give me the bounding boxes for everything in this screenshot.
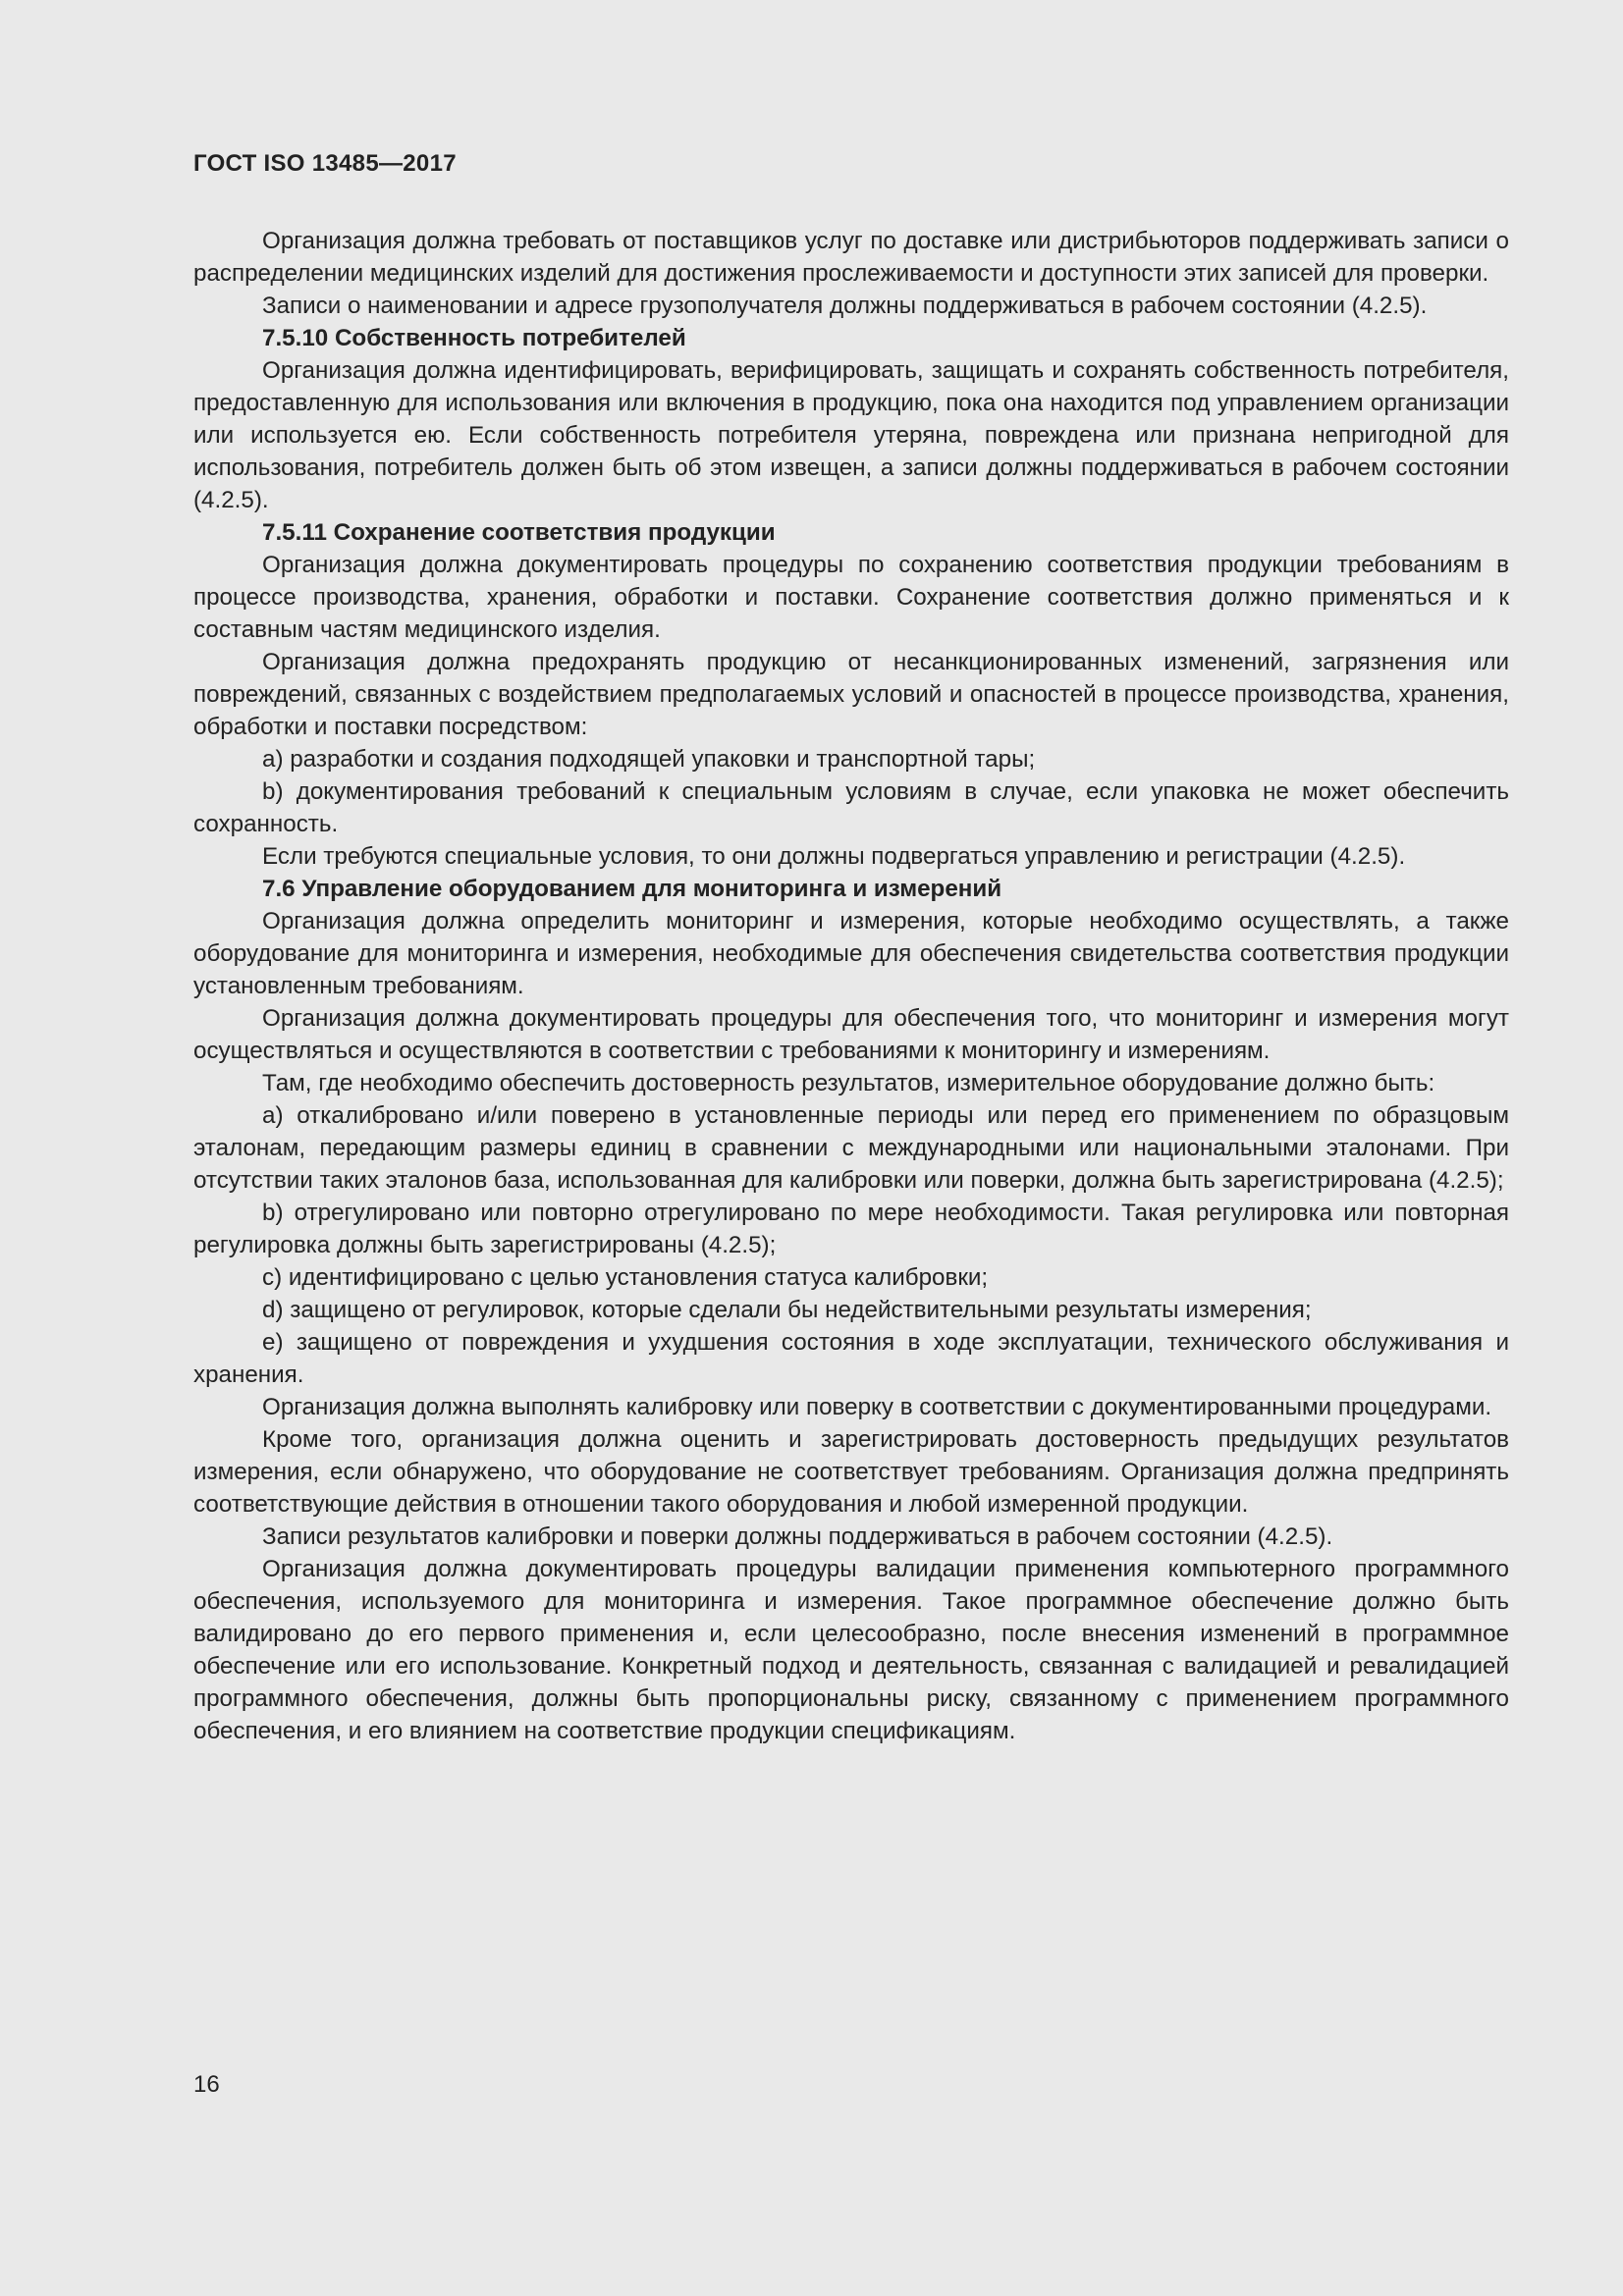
document-header: ГОСТ ISO 13485—2017 xyxy=(193,150,457,177)
paragraph-monitoring-procedures: Организация должна документировать процедуры для обеспечения того, что мониторинг и измерения могут осуществляться и осуществляются в соответствии с требованиями к мониторингу и измерениям. xyxy=(193,1005,1509,1064)
section-heading-7-6: 7.6 Управление оборудованием для мониторинга и измерений xyxy=(262,876,1002,902)
paragraph-preservation-procedures: Организация должна документировать процедуры по сохранению соответствия продукции требованиям в процессе производства, хранения, обработки и поставки. Сохранение соответствия должно применяться и к составным частям медицинского изделия. xyxy=(193,552,1509,643)
list-item-c-identified: c) идентифицировано с целью установления статуса калибровки; xyxy=(262,1264,989,1291)
paragraph-distribution-records: Организация должна требовать от поставщиков услуг по доставке или дистрибьюторов поддерживать записи о распределении медицинских изделий для достижения прослеживаемости и доступности этих записей для проверки. xyxy=(193,228,1509,287)
document-body xyxy=(193,225,1509,1747)
list-item-b-special-conditions: b) документирования требований к специальным условиям в случае, если упаковка не может обеспечить сохранность. xyxy=(193,778,1509,837)
paragraph-determine-monitoring: Организация должна определить мониторинг и измерения, которые необходимо осуществлять, а также оборудование для мониторинга и измерения, необходимые для обеспечения свидетельства соответствия продукции установленным требованиям. xyxy=(193,908,1509,999)
page-number: 16 xyxy=(193,2071,220,2098)
paragraph-protect-product: Организация должна предохранять продукцию от несанкционированных изменений, загрязнения или повреждений, связанных с воздействием предполагаемых условий и опасностей в процессе производства, хранения, обработки и поставки посредством: xyxy=(193,649,1509,740)
list-item-a-calibrated: a) откалибровано и/или поверено в установленные периоды или перед его применением по образцовым эталонам, передающим размеры единиц в сравнении с международными или национальными эталонами. При отсутствии таких эталонов база, использованная для калибровки или поверки, должна быть зарегистрирована (4.2.5); xyxy=(193,1102,1509,1194)
list-item-b-adjusted: b) отрегулировано или повторно отрегулировано по мере необходимости. Такая регулировка или повторная регулировка должны быть зарегистрированы (4.2.5); xyxy=(193,1200,1509,1258)
paragraph-software-validation: Организация должна документировать процедуры валидации применения компьютерного программного обеспечения, используемого для мониторинга и измерения. Такое программное обеспечение должно быть валидировано до его первого применения и, если целесообразно, после внесения изменений в программное обеспечение или его использование. Конкретный подход и деятельность, связанная с валидацией и ревалидацией программного обеспечения, должны быть пропорциональны риску, связанному с применением программного обеспечения, и его влиянием на соответствие продукции спецификациям. xyxy=(193,1556,1509,1744)
list-item-d-safeguarded: d) защищено от регулировок, которые сделали бы недействительными результаты измерения; xyxy=(262,1297,1312,1323)
section-heading-7-5-11: 7.5.11 Сохранение соответствия продукции xyxy=(262,519,776,546)
list-item-a-packaging: a) разработки и создания подходящей упаковки и транспортной тары; xyxy=(262,746,1036,773)
paragraph-customer-property: Организация должна идентифицировать, верифицировать, защищать и сохранять собственность потребителя, предоставленную для использования или включения в продукцию, пока она находится под управлением организации или используется ею. Если собственность потребителя утеряна, повреждена или признана непригодной для использования, потребитель должен быть об этом извещен, а записи должны поддерживаться в рабочем состоянии (4.2.5). xyxy=(193,357,1509,513)
paragraph-measuring-equipment: Там, где необходимо обеспечить достоверность результатов, измерительное оборудование должно быть: xyxy=(262,1070,1435,1096)
paragraph-perform-calibration: Организация должна выполнять калибровку или поверку в соответствии с документированными процедурами. xyxy=(262,1394,1492,1420)
paragraph-assess-validity: Кроме того, организация должна оценить и зарегистрировать достоверность предыдущих результатов измерения, если обнаружено, что оборудование не соответствует требованиям. Организация должна предпринять соответствующие действия в отношении такого оборудования и любой измеренной продукции. xyxy=(193,1426,1509,1518)
list-item-e-protected: e) защищено от повреждения и ухудшения состояния в ходе эксплуатации, технического обслуживания и хранения. xyxy=(193,1329,1509,1388)
section-heading-7-5-10: 7.5.10 Собственность потребителей xyxy=(262,325,686,351)
paragraph-calibration-records: Записи результатов калибровки и поверки должны поддерживаться в рабочем состоянии (4.2.5). xyxy=(262,1523,1333,1550)
paragraph-special-conditions-control: Если требуются специальные условия, то они должны подвергаться управлению и регистрации (4.2.5). xyxy=(262,843,1406,870)
paragraph-consignee-records: Записи о наименовании и адресе грузополучателя должны поддерживаться в рабочем состоянии (4.2.5). xyxy=(262,293,1428,319)
